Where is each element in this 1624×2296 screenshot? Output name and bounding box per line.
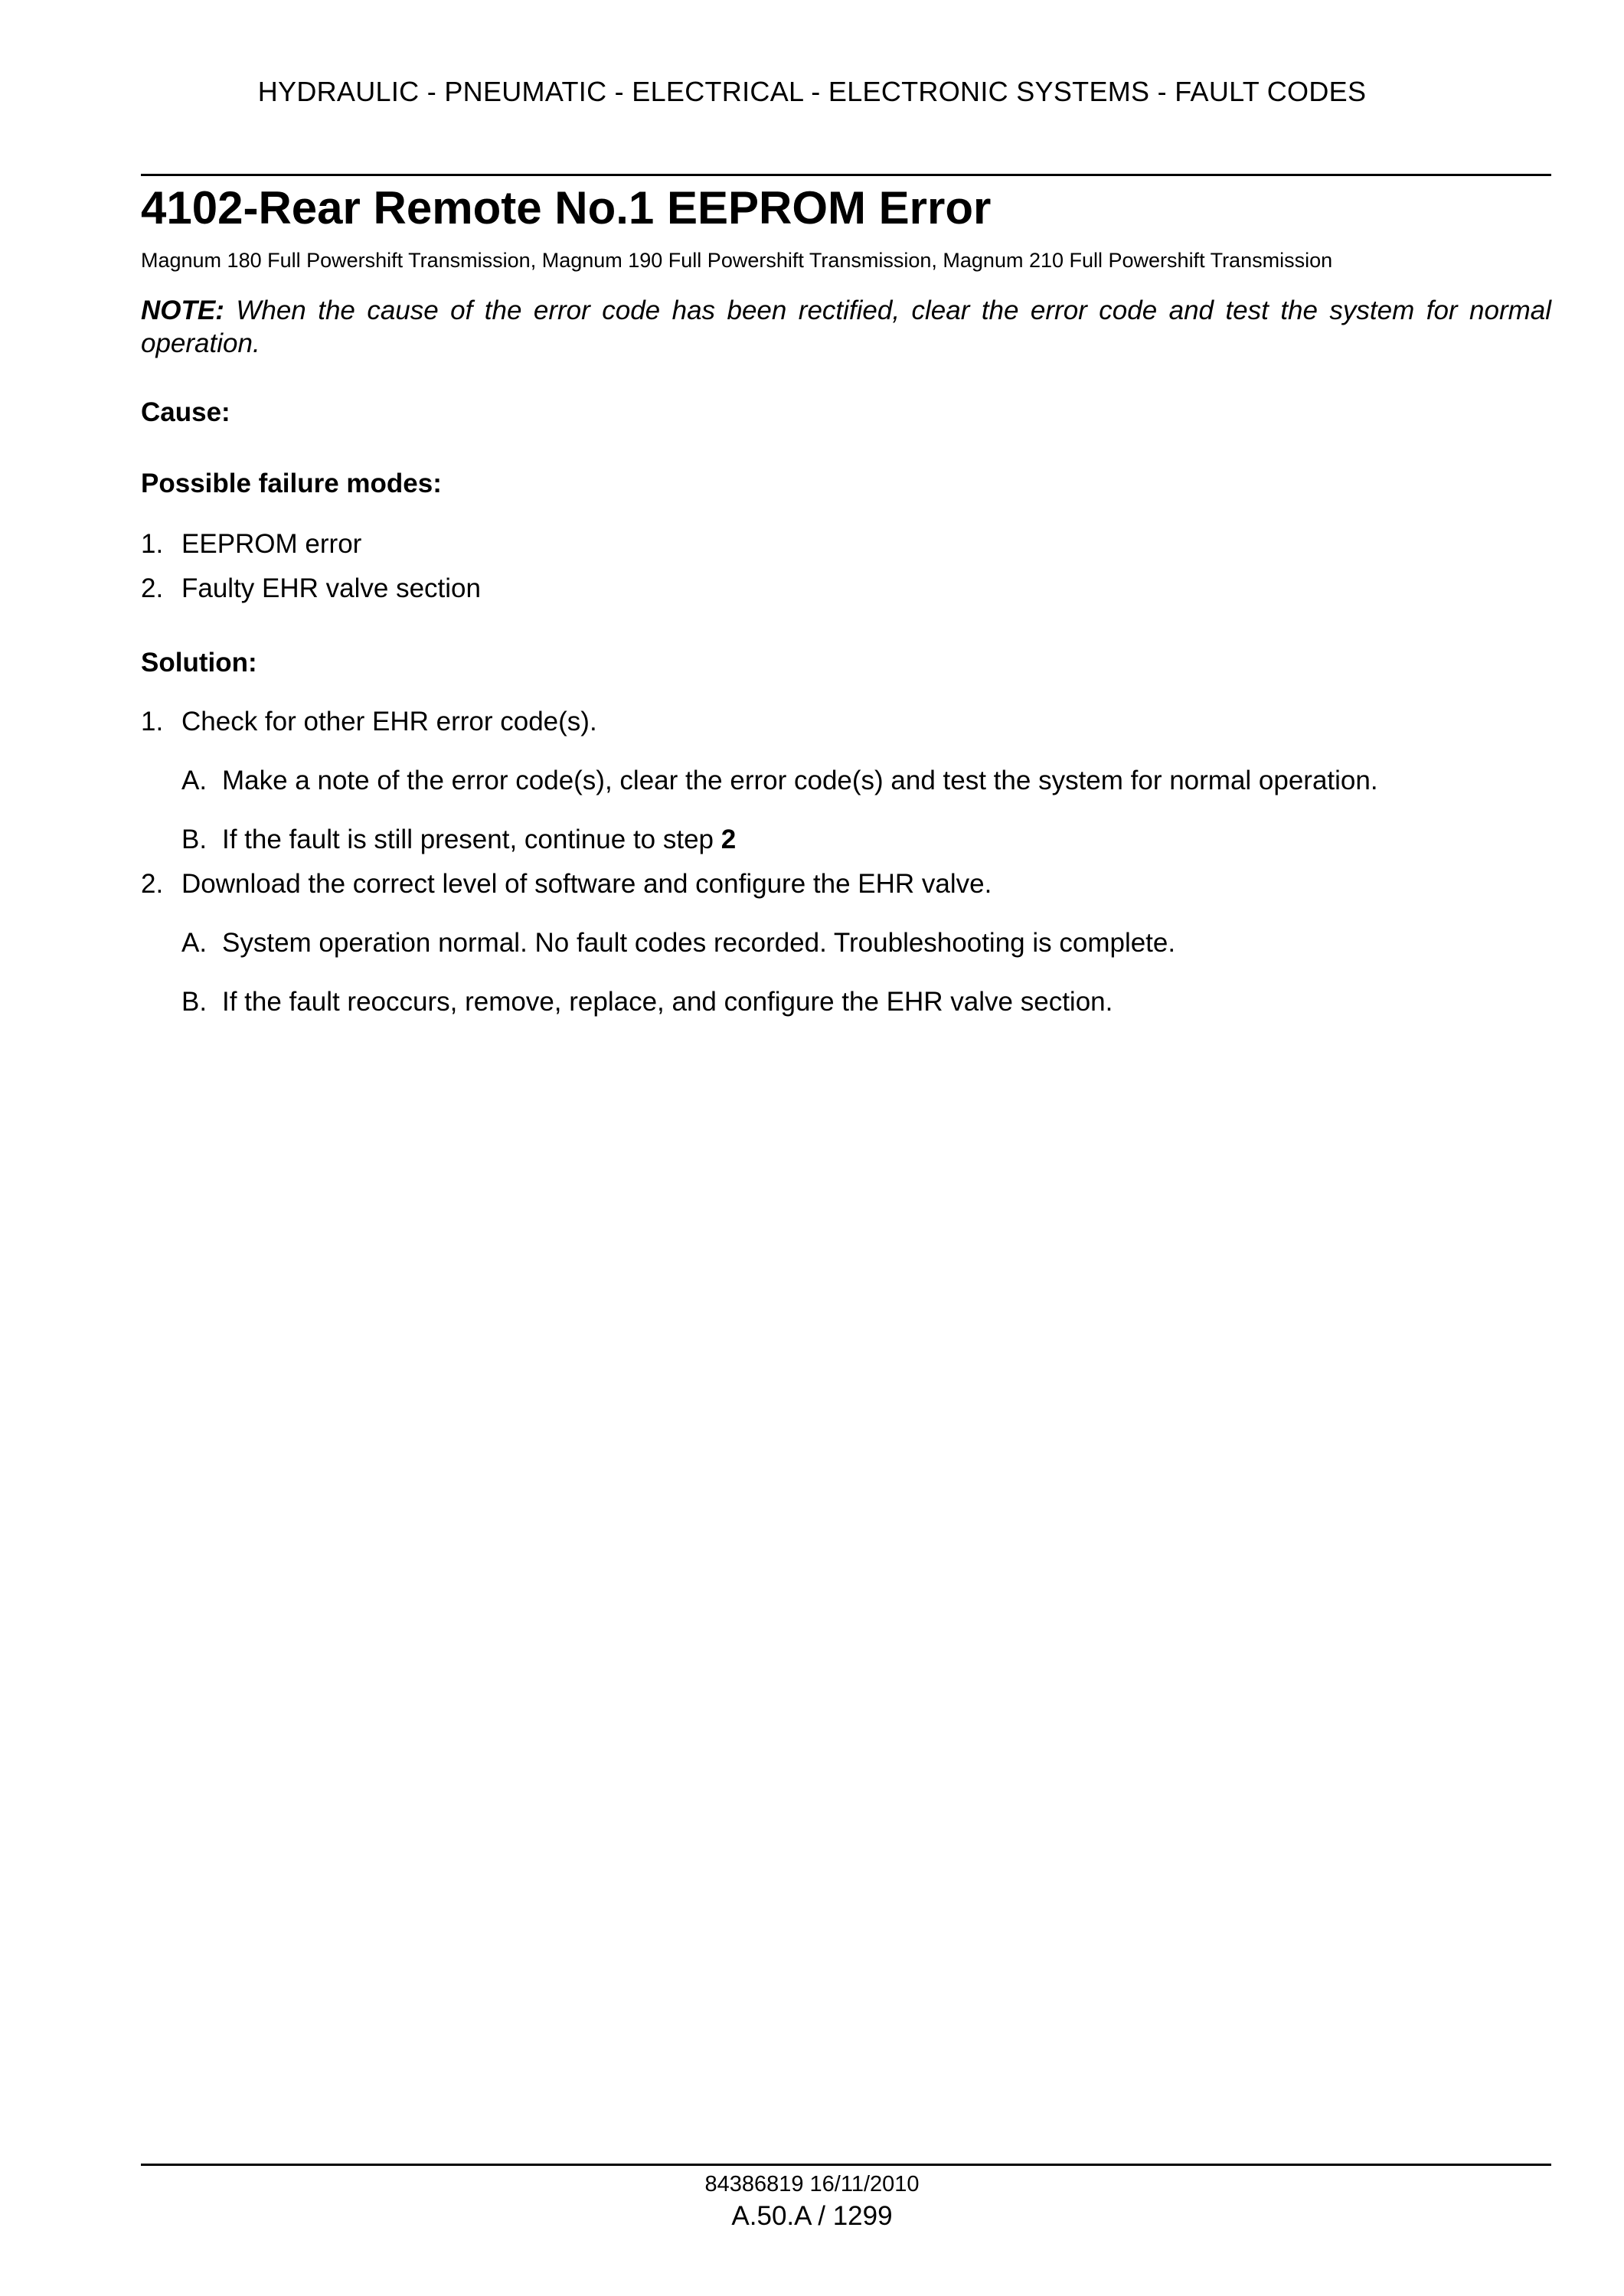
footer-rule: [141, 2164, 1551, 2166]
note-paragraph: [141, 294, 1551, 360]
list-item-text: Faulty EHR valve section: [181, 573, 481, 603]
cause-heading: Cause:: [141, 397, 230, 427]
step-text: Check for other EHR error code(s).: [181, 707, 597, 736]
substep-text: If the fault reoccurs, remove, replace, and configure the EHR valve section.: [222, 987, 1113, 1017]
solution-substep: [181, 822, 736, 857]
substep-letter: B.: [181, 825, 207, 854]
solution-step: [141, 867, 992, 902]
solution-substep: [181, 985, 1113, 1020]
solution-substep: [181, 926, 1175, 961]
substep-letter: B.: [181, 987, 207, 1017]
list-item-number: 2.: [141, 573, 164, 603]
substep-letter: A.: [181, 928, 207, 958]
substep-text: Make a note of the error code(s), clear the error code(s) and test the system for normal operation.: [222, 766, 1378, 795]
document-code: 84386819 16/11/2010: [704, 2172, 920, 2196]
solution-heading: Solution:: [141, 648, 257, 678]
running-header: HYDRAULIC - PNEUMATIC - ELECTRICAL - ELECTRONIC SYSTEMS - FAULT CODES: [257, 76, 1367, 107]
page-number: A.50.A / 1299: [731, 2201, 893, 2231]
list-item-number: 1.: [141, 529, 164, 559]
solution-step: [141, 704, 597, 740]
solution-substep: [181, 763, 1378, 799]
substep-letter: A.: [181, 766, 207, 795]
note-label: NOTE:: [141, 296, 224, 325]
note-text: When the cause of the error code has been rectified, clear the error code and test the system for normal operation.: [141, 296, 1551, 358]
step-text: Download the correct level of software and configure the EHR valve.: [181, 869, 992, 899]
failure-modes-heading: Possible failure modes:: [141, 469, 442, 498]
list-item-text: EEPROM error: [181, 529, 362, 559]
list-item: [141, 571, 481, 606]
list-item: [141, 527, 361, 562]
substep-text: If the fault is still present, continue to step: [222, 825, 714, 854]
page-title: 4102-Rear Remote No.1 EEPROM Error: [141, 182, 992, 234]
step-reference: 2: [721, 825, 737, 854]
substep-text: System operation normal. No fault codes recorded. Troubleshooting is complete.: [222, 928, 1176, 958]
step-number: 2.: [141, 869, 164, 899]
step-number: 1.: [141, 707, 164, 736]
applicable-models: Magnum 180 Full Powershift Transmission, Magnum 190 Full Powershift Transmission, Magnum 210 Full Powershift Transmission: [141, 249, 1333, 272]
header-rule: [141, 174, 1551, 176]
